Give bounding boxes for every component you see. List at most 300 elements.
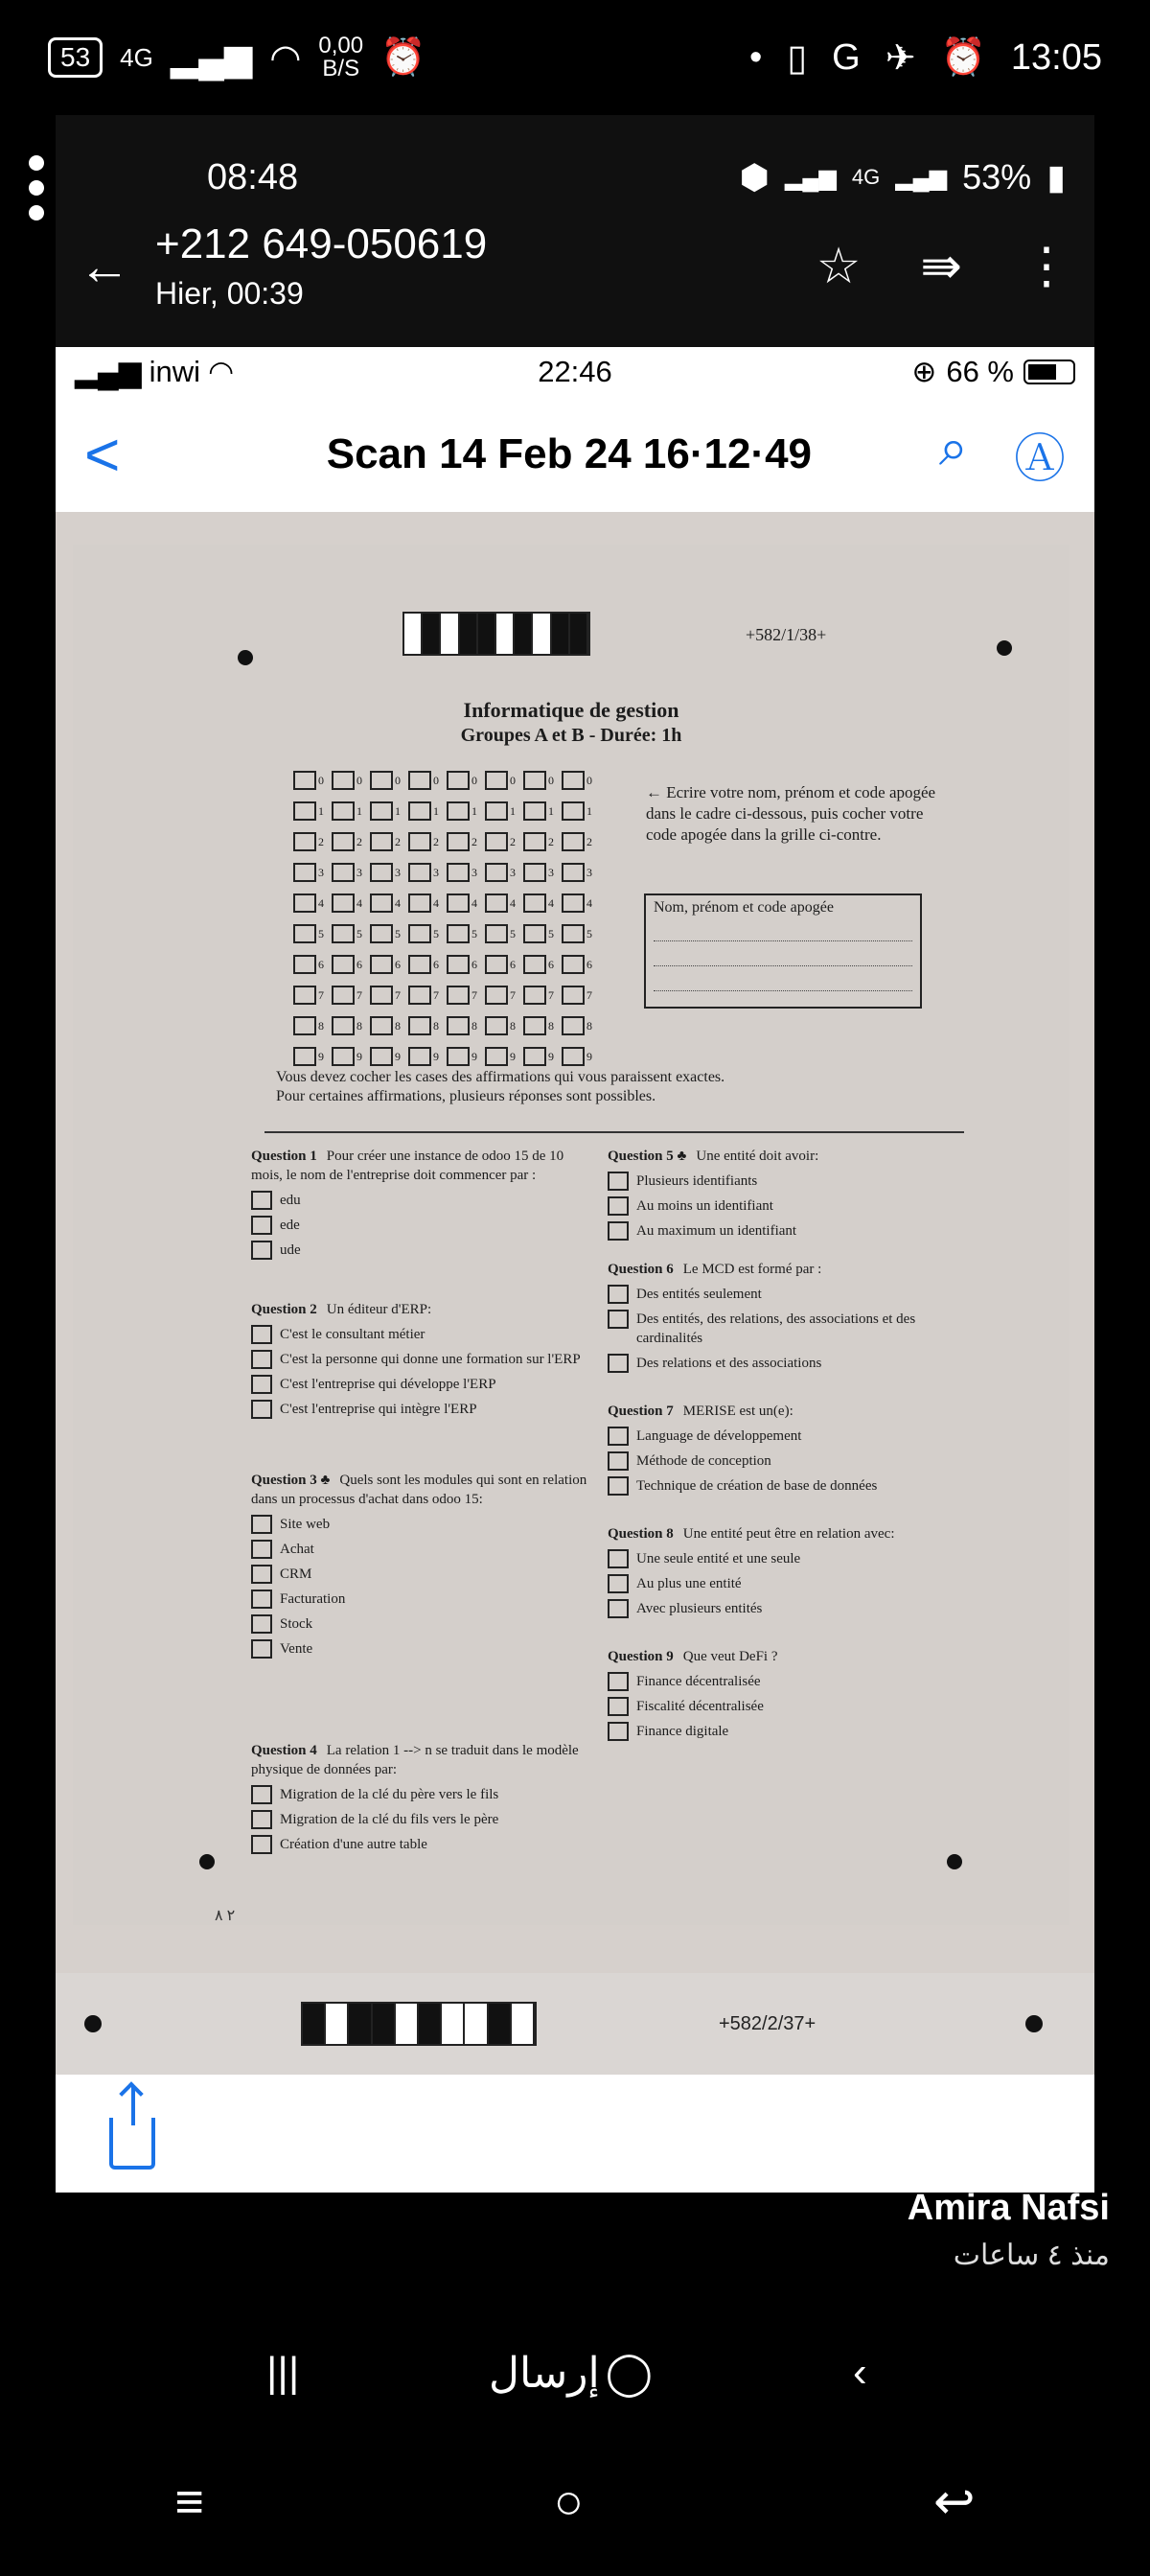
- digit-label: 5: [510, 926, 516, 940]
- digit-label: 7: [433, 987, 439, 1002]
- vibrate-icon: ▯: [787, 37, 808, 79]
- answer-option: [608, 1196, 972, 1216]
- digit-checkbox: [370, 796, 408, 826]
- digit-label: 5: [548, 926, 554, 940]
- answer-text: ude: [280, 1242, 301, 1258]
- digit-label: 3: [395, 865, 401, 879]
- answer-option: [608, 1476, 972, 1496]
- digit-label: 9: [318, 1049, 324, 1063]
- digit-label: 2: [472, 834, 477, 848]
- answer-checkbox: [251, 1590, 272, 1609]
- digit-label: 1: [472, 803, 477, 818]
- digit-label: 9: [586, 1049, 592, 1063]
- digit-checkbox: [408, 857, 447, 888]
- digit-label: 6: [395, 957, 401, 971]
- digit-checkbox: [485, 857, 523, 888]
- digit-checkbox: [562, 980, 600, 1010]
- digit-label: 3: [318, 865, 324, 879]
- answer-text: ede: [280, 1218, 300, 1233]
- digit-label: 3: [472, 865, 477, 879]
- digit-label: 5: [395, 926, 401, 940]
- digit-label: 8: [548, 1018, 554, 1033]
- page-code: +582/2/37+: [719, 2013, 816, 2034]
- digit-label: 2: [510, 834, 516, 848]
- answer-option: [608, 1427, 972, 1446]
- digit-label: 8: [318, 1018, 324, 1033]
- alarm-clock-icon: ⏰: [940, 37, 986, 78]
- digit-label: 8: [395, 1018, 401, 1033]
- answer-checkbox: [608, 1310, 629, 1329]
- arrow-left-icon: ←: [646, 783, 662, 801]
- digit-checkbox: [293, 857, 332, 888]
- answer-checkbox: [251, 1835, 272, 1854]
- signal-icon: ▂▄▆: [895, 164, 948, 191]
- digit-checkbox: [485, 980, 523, 1010]
- signal-icon: ▂▄▆: [75, 355, 142, 388]
- answer-option: [251, 1810, 596, 1829]
- page-barcode: [402, 612, 590, 656]
- screenshot-image: [56, 347, 1094, 2193]
- digit-label: 0: [395, 773, 401, 787]
- answer-text: Migration de la clé du fils vers le père: [280, 1812, 499, 1827]
- alarm-icon: ⏰: [380, 37, 426, 78]
- digit-checkbox: [562, 1010, 600, 1041]
- inner-status-time: 08:48: [207, 156, 299, 197]
- contact-number: +212 649-050619: [155, 220, 488, 267]
- digit-checkbox: [370, 949, 408, 980]
- digit-label: 4: [356, 895, 362, 910]
- digit-label: 3: [548, 865, 554, 879]
- answer-checkbox: [251, 1639, 272, 1659]
- digit-label: 9: [356, 1049, 362, 1063]
- question-label: Question 1: [251, 1149, 317, 1164]
- network-label: 4G: [851, 165, 881, 189]
- digit-label: 6: [586, 957, 592, 971]
- digit-label: 5: [586, 926, 592, 940]
- answer-option: [251, 1565, 596, 1584]
- message-date: Hier, 00:39: [155, 276, 304, 311]
- answer-checkbox: [251, 1810, 272, 1829]
- question-text: Un éditeur d'ERP:: [326, 1302, 432, 1317]
- digit-label: 4: [318, 895, 324, 910]
- answer-option: [251, 1350, 596, 1369]
- digit-checkbox: [447, 918, 485, 949]
- exam-subtitle: Groupes A et B - Durée: 1h: [460, 725, 682, 746]
- digit-label: 4: [472, 895, 477, 910]
- digit-checkbox: [370, 857, 408, 888]
- digit-label: 0: [433, 773, 439, 787]
- digit-label: 7: [318, 987, 324, 1002]
- android-status-bar: [0, 0, 1150, 115]
- digit-checkbox: [447, 857, 485, 888]
- digit-label: 9: [510, 1049, 516, 1063]
- digit-label: 1: [433, 803, 439, 818]
- forward-icon[interactable]: ⇛: [920, 238, 962, 294]
- answer-option: [608, 1574, 972, 1593]
- question-label: Question 9: [608, 1649, 674, 1664]
- share-icon[interactable]: [109, 2118, 155, 2170]
- digit-label: 1: [548, 803, 554, 818]
- digit-label: 7: [510, 987, 516, 1002]
- digit-label: 0: [548, 773, 554, 787]
- page-code: +582/1/38+: [746, 625, 827, 644]
- answer-checkbox: [251, 1565, 272, 1584]
- gallery-icon[interactable]: |||: [266, 2349, 300, 2396]
- digit-label: 0: [472, 773, 477, 787]
- digit-label: 2: [433, 834, 439, 848]
- media-viewer-header: [56, 115, 1094, 347]
- digit-label: 5: [356, 926, 362, 940]
- digit-checkbox: [408, 796, 447, 826]
- answer-text: Des entités seulement: [636, 1287, 762, 1302]
- question-text: Que veut DeFi ?: [682, 1649, 778, 1664]
- answer-option: [251, 1400, 596, 1419]
- answer-checkbox: [251, 1191, 272, 1210]
- answer-text: Vente: [280, 1641, 313, 1657]
- back-icon[interactable]: ↩: [932, 2474, 976, 2530]
- status-clock: 13:05: [1010, 36, 1102, 78]
- question-label: Question 8: [608, 1526, 674, 1542]
- answer-text: Migration de la clé du père vers le fils: [280, 1787, 499, 1802]
- digit-label: 2: [395, 834, 401, 848]
- digit-label: 6: [510, 957, 516, 971]
- digit-label: 0: [510, 773, 516, 787]
- answer-text: Language de développement: [636, 1428, 802, 1444]
- answer-checkbox: [608, 1476, 629, 1496]
- answer-option: [608, 1354, 972, 1373]
- digit-label: 1: [356, 803, 362, 818]
- data-speed: [318, 35, 363, 81]
- digit-checkbox: [332, 888, 370, 918]
- answer-option: [608, 1549, 972, 1568]
- digit-label: 8: [472, 1018, 477, 1033]
- question-text: Pour créer une instance de odoo 15 de 10 mois, le nom de l'entreprise doit commencer par :: [251, 1149, 564, 1183]
- digit-label: 3: [510, 865, 516, 879]
- notification-dot-icon: •: [748, 36, 763, 78]
- answer-checkbox: [608, 1354, 629, 1373]
- answer-checkbox: [608, 1672, 629, 1691]
- digit-checkbox: [485, 796, 523, 826]
- digit-checkbox: [523, 980, 562, 1010]
- digit-checkbox: [332, 1010, 370, 1041]
- digit-checkbox: [293, 796, 332, 826]
- digit-checkbox: [293, 949, 332, 980]
- answer-checkbox: [608, 1549, 629, 1568]
- instructions: [646, 782, 943, 846]
- ios-toolbar: [56, 2075, 1094, 2193]
- digit-label: 8: [586, 1018, 592, 1033]
- question-text: Une entité doit avoir:: [696, 1149, 819, 1164]
- corner-mark: [947, 1854, 962, 1869]
- question-label: Question 4: [251, 1743, 317, 1758]
- star-icon[interactable]: ☆: [816, 238, 862, 294]
- wifi-icon: ◠: [269, 37, 302, 79]
- digit-checkbox: [447, 796, 485, 826]
- digit-label: 8: [356, 1018, 362, 1033]
- question-text: Le MCD est formé par :: [682, 1262, 822, 1277]
- digit-label: 1: [395, 803, 401, 818]
- answer-checkbox: [251, 1216, 272, 1235]
- digit-checkbox: [447, 888, 485, 918]
- question-text: Une entité peut être en relation avec:: [682, 1526, 895, 1542]
- digit-checkbox: [562, 949, 600, 980]
- digit-label: 3: [433, 865, 439, 879]
- digit-checkbox: [485, 888, 523, 918]
- answer-text: Plusieurs identifiants: [636, 1173, 758, 1189]
- digit-checkbox: [485, 1010, 523, 1041]
- answer-option: [251, 1241, 596, 1260]
- answer-option: [251, 1590, 596, 1609]
- battery-percent: 53%: [962, 157, 1032, 197]
- answer-checkbox: [251, 1241, 272, 1260]
- digit-label: 8: [433, 1018, 439, 1033]
- back-arrow-icon[interactable]: ←: [79, 237, 130, 295]
- digit-checkbox: [408, 980, 447, 1010]
- ios-nav-bar: [56, 397, 1094, 512]
- question-block: [251, 1741, 596, 1854]
- answer-option: [251, 1375, 596, 1394]
- digit-checkbox: [447, 1010, 485, 1041]
- question-block: [251, 1471, 596, 1659]
- digit-checkbox: [562, 857, 600, 888]
- answer-checkbox: [608, 1196, 629, 1216]
- digit-checkbox: [562, 826, 600, 857]
- digit-label: 6: [356, 957, 362, 971]
- instructions-text: Ecrire votre nom, prénom et code apogée dans le cadre ci-dessous, puis cocher votre code apogée dans la grille ci-contre.: [646, 783, 936, 844]
- media-viewer-footer: [0, 2320, 1150, 2425]
- answer-checkbox: [251, 1325, 272, 1344]
- answer-option: [608, 1722, 972, 1741]
- digit-label: 4: [395, 895, 401, 910]
- digit-checkbox: [332, 826, 370, 857]
- answer-option: [251, 1614, 596, 1634]
- data-speed-unit: B/S: [322, 56, 360, 81]
- digit-checkbox: [523, 1010, 562, 1041]
- page-barcode: [301, 2002, 537, 2046]
- ios-battery-percent: 66 %: [946, 355, 1014, 388]
- whatsapp-icon: ◯: [605, 2349, 653, 2397]
- answer-option: [251, 1515, 596, 1534]
- android-nav-bar: [0, 2454, 1150, 2550]
- ios-back-icon[interactable]: <: [84, 420, 121, 489]
- answer-option: [251, 1540, 596, 1559]
- recent-apps-icon[interactable]: ≡: [174, 2474, 204, 2530]
- question-block: [608, 1524, 972, 1618]
- digit-label: 4: [510, 895, 516, 910]
- digit-checkbox: [562, 765, 600, 796]
- exam-sheet: [73, 545, 1070, 1925]
- corner-mark: [238, 650, 253, 665]
- signal-icon: ▂▄▆: [170, 37, 253, 79]
- sender-info: [908, 2188, 1110, 2272]
- digit-label: 9: [395, 1049, 401, 1063]
- sender-time: منذ ٤ ساعات: [953, 2239, 1110, 2271]
- digit-checkbox: [370, 826, 408, 857]
- carrier: inwi: [149, 355, 201, 388]
- notice-line: Vous devez cocher les cases des affirmations qui vous paraissent exactes.: [276, 1069, 725, 1085]
- question-label: Question 2: [251, 1302, 317, 1317]
- answer-checkbox: [251, 1375, 272, 1394]
- more-dots-icon[interactable]: [29, 155, 44, 220]
- digit-label: 5: [433, 926, 439, 940]
- name-box-label: Nom, prénom et code apogée: [654, 899, 834, 916]
- digit-checkbox: [562, 918, 600, 949]
- answer-checkbox: [251, 1350, 272, 1369]
- answer-checkbox: [251, 1400, 272, 1419]
- digit-label: 2: [548, 834, 554, 848]
- answer-option: [251, 1216, 596, 1235]
- question-text: Quels sont les modules qui sont en relation dans un processus d'achat dans odoo 15:: [251, 1473, 587, 1507]
- digit-label: 3: [586, 865, 592, 879]
- send-whatsapp-button[interactable]: [489, 2349, 653, 2398]
- digit-checkbox: [408, 1010, 447, 1041]
- question-block: [608, 1260, 972, 1373]
- question-label: Question 5 ♣: [608, 1149, 687, 1164]
- digit-label: 0: [586, 773, 592, 787]
- name-box: [644, 893, 922, 1009]
- answer-option: [608, 1172, 972, 1191]
- digit-checkbox: [485, 918, 523, 949]
- network-type: 4G: [120, 42, 153, 72]
- answer-option: [608, 1285, 972, 1304]
- answer-text: CRM: [280, 1566, 312, 1582]
- answer-option: [251, 1785, 596, 1804]
- digit-checkbox: [293, 918, 332, 949]
- answer-option: [608, 1451, 972, 1471]
- digit-label: 9: [548, 1049, 554, 1063]
- digit-label: 0: [318, 773, 324, 787]
- answer-text: C'est l'entreprise qui développe l'ERP: [280, 1377, 496, 1392]
- answer-text: Fiscalité décentralisée: [636, 1699, 764, 1714]
- document-title: Scan 14 Feb 24 16·12·49: [326, 430, 813, 477]
- question-block: [251, 1300, 596, 1419]
- answer-text: Des entités, des relations, des associations et des cardinalités: [636, 1311, 916, 1346]
- digit-checkbox: [447, 949, 485, 980]
- answer-option: [251, 1191, 596, 1210]
- digit-label: 7: [548, 987, 554, 1002]
- battery-level-badge: 53: [48, 37, 103, 78]
- digit-checkbox: [332, 796, 370, 826]
- digit-checkbox: [332, 949, 370, 980]
- answer-text: C'est le consultant métier: [280, 1327, 426, 1342]
- corner-mark: [199, 1854, 215, 1869]
- digit-label: 7: [356, 987, 362, 1002]
- home-icon[interactable]: ○: [553, 2474, 585, 2530]
- data-speed-value: 0,00: [318, 33, 364, 58]
- digit-checkbox: [485, 826, 523, 857]
- signal-icon: ▂▄▆: [784, 164, 837, 191]
- digit-label: 4: [548, 895, 554, 910]
- corner-mark: [1025, 2015, 1043, 2032]
- handwritten-note: ٢ ٨: [215, 1908, 236, 1924]
- digit-label: 6: [433, 957, 439, 971]
- answer-text: C'est l'entreprise qui intègre l'ERP: [280, 1402, 477, 1417]
- digit-checkbox: [562, 888, 600, 918]
- question-block: [608, 1647, 972, 1741]
- digit-label: 2: [356, 834, 362, 848]
- answer-checkbox: [608, 1451, 629, 1471]
- digit-label: 9: [472, 1049, 477, 1063]
- scan-area: [56, 512, 1094, 2075]
- answer-option: [608, 1672, 972, 1691]
- digit-label: 9: [433, 1049, 439, 1063]
- answer-checkbox: [251, 1515, 272, 1534]
- question-block: [608, 1402, 972, 1496]
- data-saver-icon: ⬢: [739, 157, 770, 197]
- digit-label: 5: [318, 926, 324, 940]
- digit-checkbox: [332, 765, 370, 796]
- digit-checkbox: [332, 857, 370, 888]
- digit-label: 6: [472, 957, 477, 971]
- digit-checkbox: [523, 949, 562, 980]
- answer-option: [608, 1599, 972, 1618]
- digit-checkbox: [408, 888, 447, 918]
- divider: [264, 1131, 964, 1133]
- answer-text: Finance digitale: [636, 1724, 729, 1739]
- answer-checkbox: [608, 1427, 629, 1446]
- digit-label: 4: [433, 895, 439, 910]
- search-icon[interactable]: ⌕: [938, 418, 968, 476]
- digit-checkbox: [370, 1010, 408, 1041]
- digit-checkbox: [370, 765, 408, 796]
- answer-text: Au plus une entité: [636, 1576, 742, 1591]
- digit-checkbox: [523, 796, 562, 826]
- menu-dots-icon[interactable]: ⋮: [1022, 238, 1071, 294]
- digit-checkbox: [523, 826, 562, 857]
- answer-text: Méthode de conception: [636, 1453, 771, 1469]
- answer-option: [251, 1325, 596, 1344]
- answer-text: Technique de création de base de données: [636, 1478, 878, 1494]
- digit-checkbox: [485, 765, 523, 796]
- digit-label: 7: [395, 987, 401, 1002]
- digit-label: 7: [472, 987, 477, 1002]
- digit-checkbox: [332, 980, 370, 1010]
- answer-checkbox: [608, 1221, 629, 1241]
- question-block: [251, 1147, 596, 1260]
- ios-status-bar: [56, 347, 1094, 397]
- answer-checkbox: [251, 1785, 272, 1804]
- answer-text: Avec plusieurs entités: [636, 1601, 763, 1616]
- corner-mark: [997, 640, 1012, 656]
- answer-checkbox: [608, 1574, 629, 1593]
- next-page-strip: [56, 1973, 1094, 2075]
- digit-checkbox: [332, 918, 370, 949]
- answer-text: Site web: [280, 1517, 331, 1532]
- answer-text: Au moins un identifiant: [636, 1198, 773, 1214]
- exam-title: Informatique de gestion: [463, 698, 679, 722]
- digit-checkbox: [523, 888, 562, 918]
- markup-icon[interactable]: Ⓐ: [1014, 429, 1066, 488]
- answer-text: Facturation: [280, 1591, 346, 1607]
- digit-label: 1: [510, 803, 516, 818]
- digit-checkbox: [523, 918, 562, 949]
- digit-checkbox: [447, 765, 485, 796]
- digit-checkbox: [408, 949, 447, 980]
- answer-option: [608, 1221, 972, 1241]
- digit-label: 2: [318, 834, 324, 848]
- digit-label: 0: [356, 773, 362, 787]
- answer-checkbox: [608, 1722, 629, 1741]
- digit-checkbox: [408, 918, 447, 949]
- google-icon: G: [832, 36, 861, 78]
- digit-checkbox: [293, 1010, 332, 1041]
- corner-mark: [84, 2015, 102, 2032]
- airplane-icon: ✈: [885, 37, 916, 79]
- chevron-left-icon[interactable]: ‹: [853, 2349, 867, 2396]
- digit-label: 8: [510, 1018, 516, 1033]
- digit-checkbox: [293, 980, 332, 1010]
- digit-checkbox: [408, 826, 447, 857]
